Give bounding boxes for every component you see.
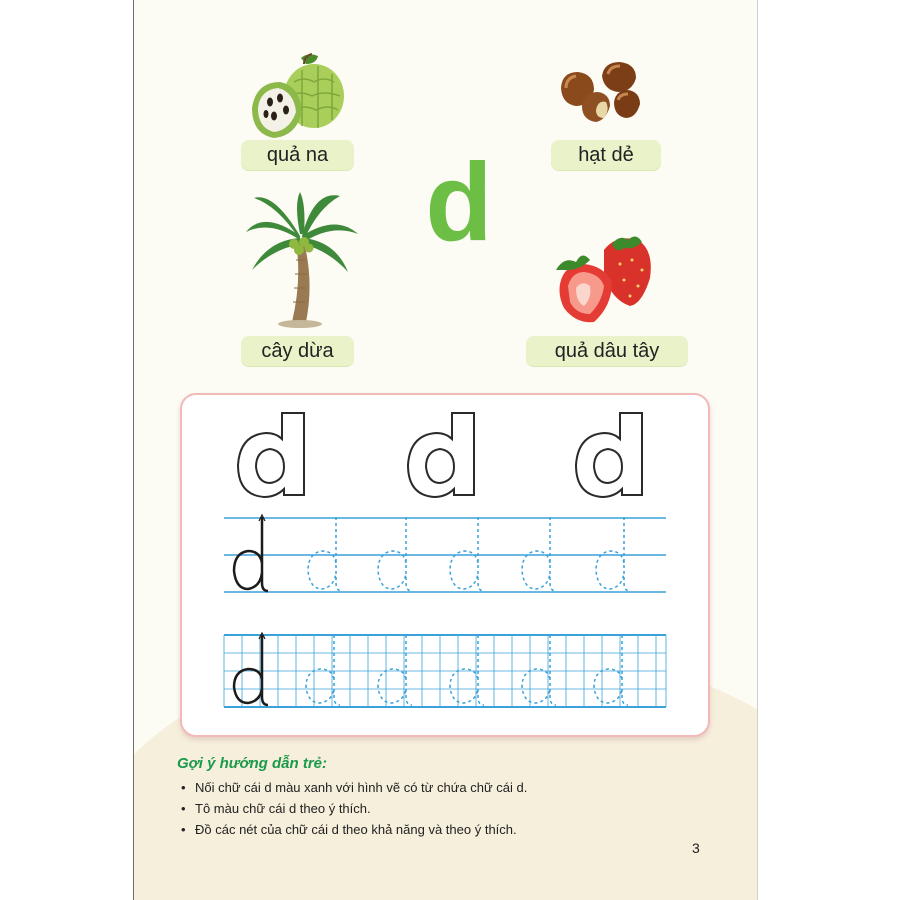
outline-letter-d bbox=[576, 413, 642, 497]
outline-letters bbox=[238, 413, 642, 497]
grid-row-2 bbox=[224, 635, 666, 707]
strawberries-picture bbox=[554, 230, 664, 330]
outline-letter-d bbox=[238, 413, 304, 497]
coconut-tree-picture bbox=[244, 190, 359, 330]
hint-item: • Tô màu chữ cái d theo ý thích. bbox=[179, 798, 719, 819]
hint-list bbox=[179, 777, 719, 840]
outline-letter-d bbox=[408, 413, 474, 497]
page-right-edge bbox=[757, 0, 758, 900]
chestnuts-picture bbox=[556, 58, 646, 128]
tracing-sheet bbox=[182, 395, 708, 735]
label-coconut-tree: cây dừa bbox=[241, 336, 354, 366]
custard-apple-picture bbox=[246, 52, 346, 142]
workbook-page bbox=[133, 0, 758, 900]
solid-letter-d-grid bbox=[234, 633, 268, 705]
solid-letter-d bbox=[234, 515, 268, 591]
hint-title: Gợi ý hướng dẫn trẻ: bbox=[177, 755, 328, 772]
page-number: 3 bbox=[692, 840, 700, 856]
label-custard-apple: quả na bbox=[241, 140, 354, 170]
label-strawberries: quả dâu tây bbox=[526, 336, 688, 366]
dashed-letters-row-2 bbox=[306, 635, 628, 705]
dashed-letters-row-1 bbox=[308, 517, 630, 591]
label-chestnuts: hạt dẻ bbox=[551, 140, 661, 170]
tracing-lines-row-1 bbox=[224, 518, 666, 592]
hint-item: • Đồ các nét của chữ cái d theo khả năng và theo ý thích. bbox=[179, 819, 719, 840]
tracing-practice-card bbox=[180, 393, 710, 737]
hint-item: • Nối chữ cái d màu xanh với hình vẽ có từ chứa chữ cái d. bbox=[179, 777, 719, 798]
big-letter-d: d bbox=[425, 141, 493, 264]
